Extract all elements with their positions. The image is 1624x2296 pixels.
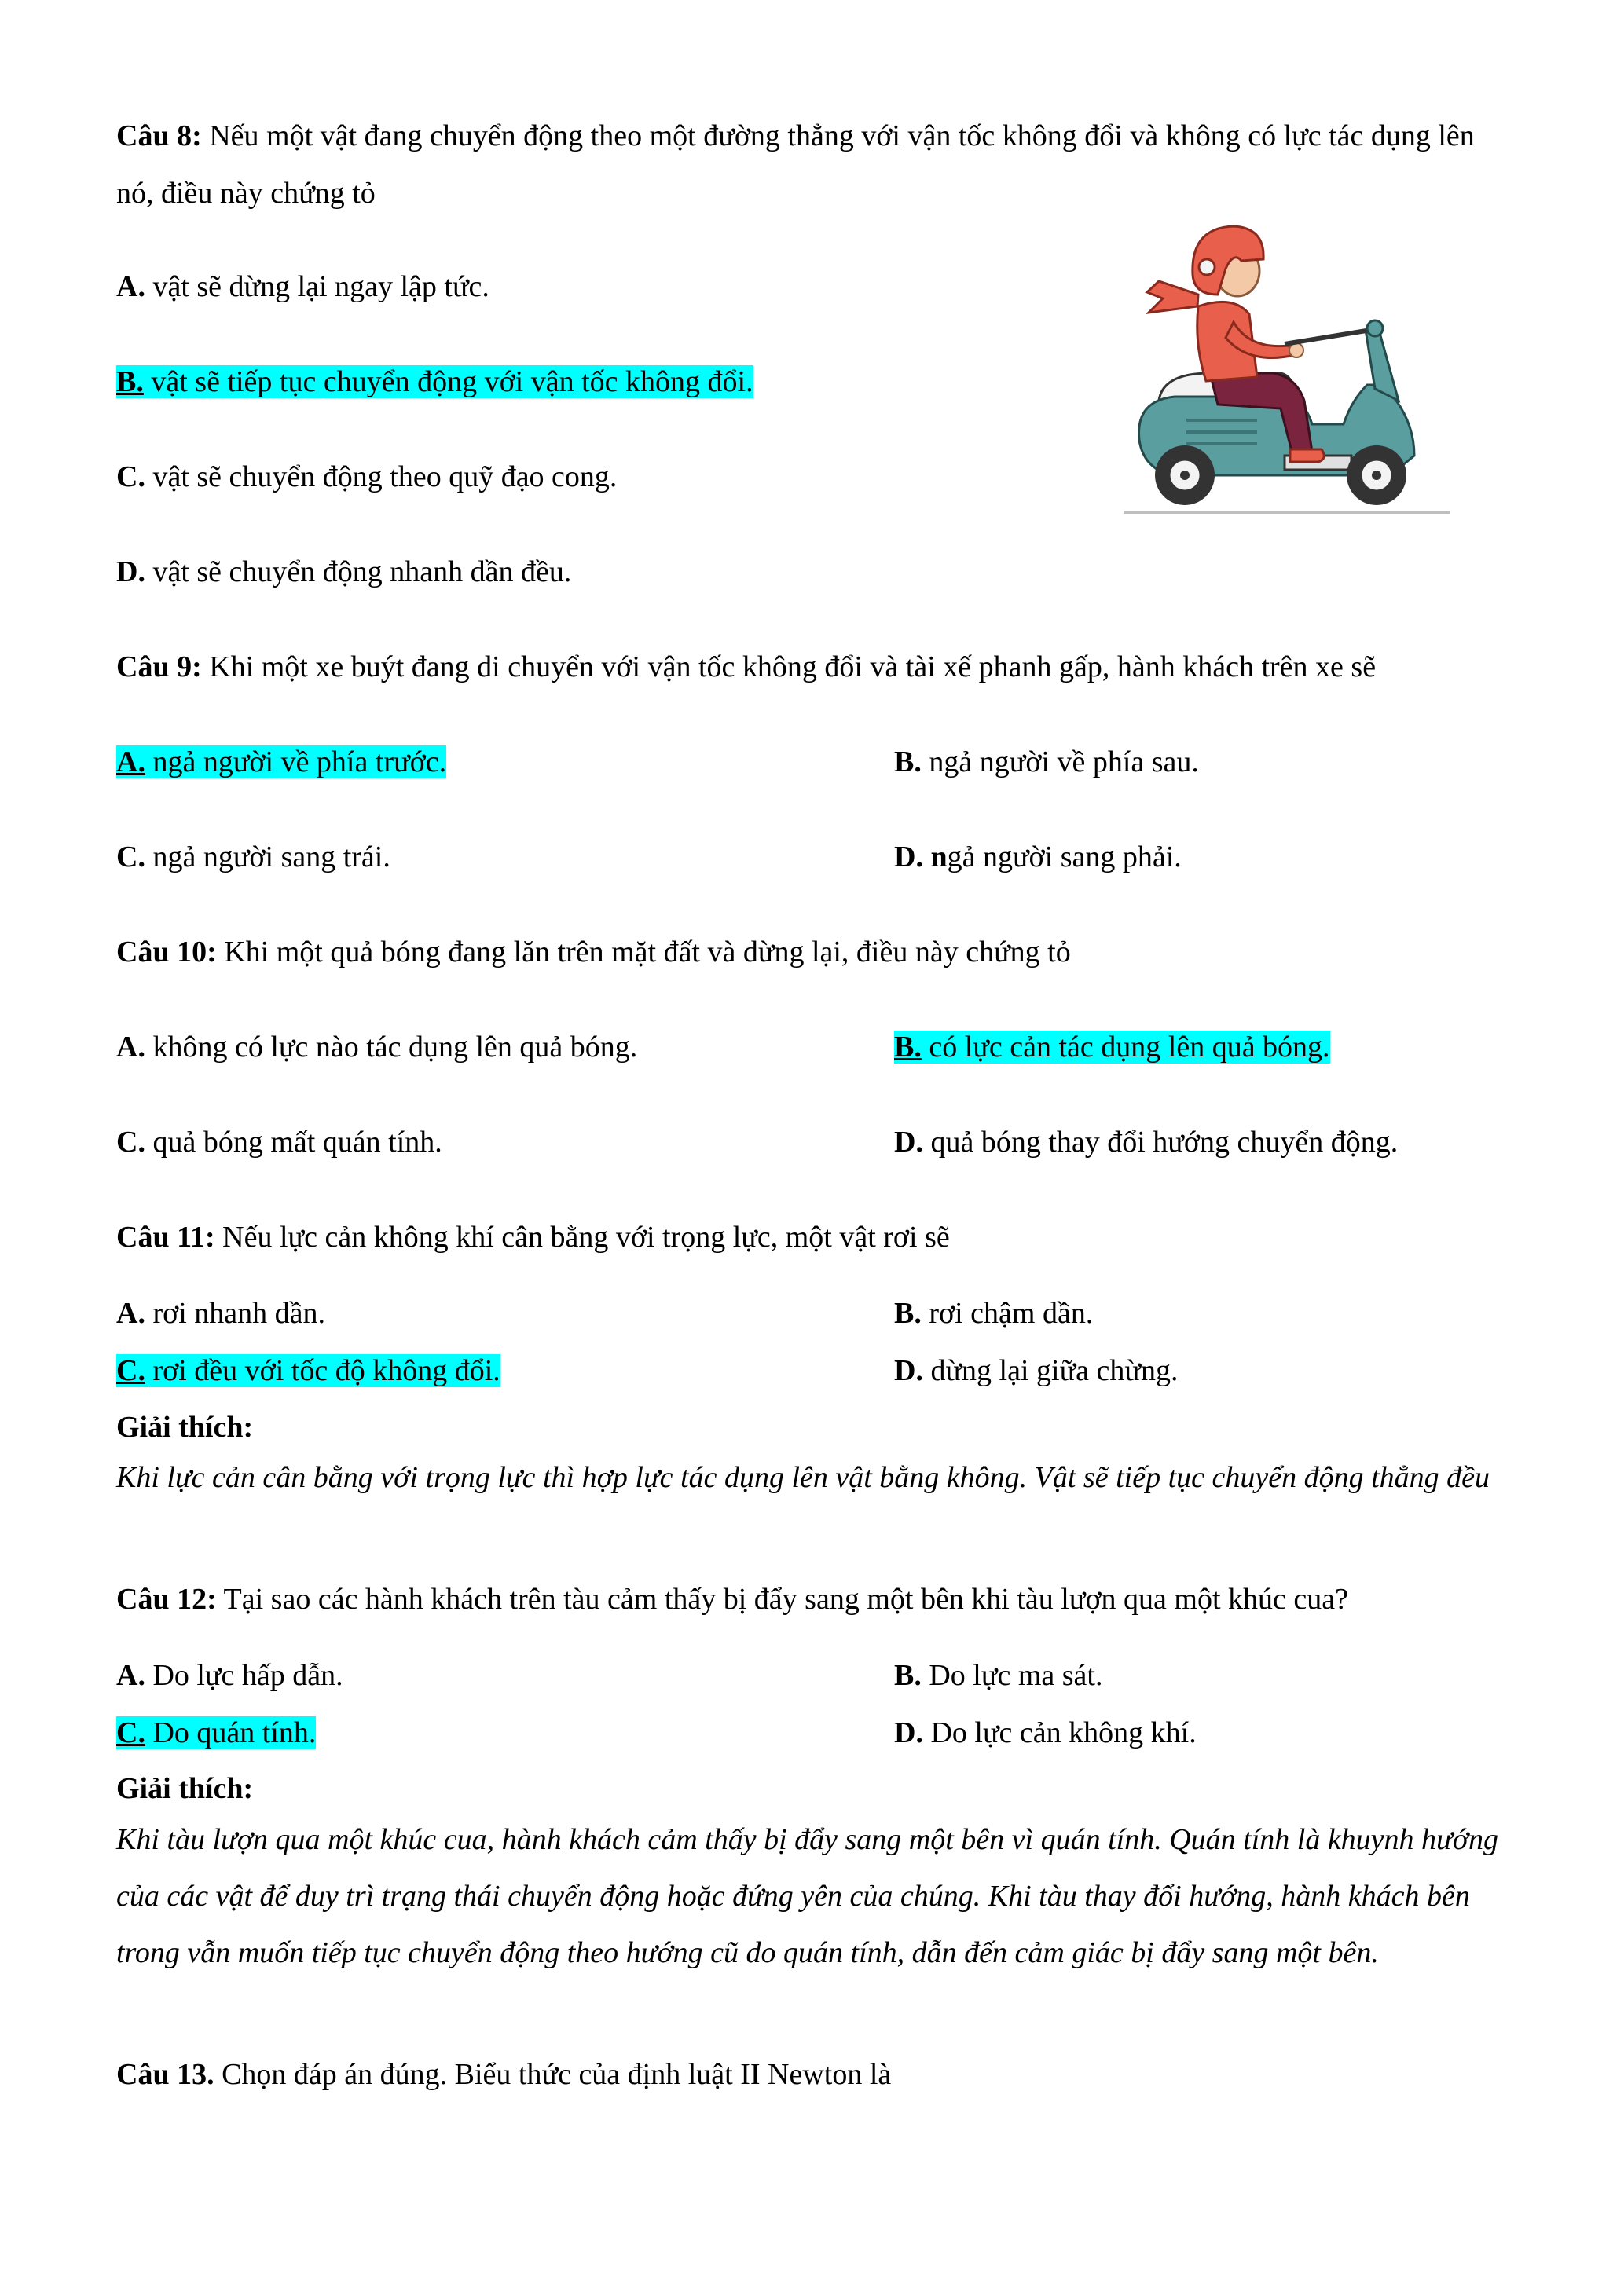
option-text: không có lực nào tác dụng lên quả bóng. xyxy=(145,1031,638,1064)
option-text: ngả người về phía trước. xyxy=(145,745,447,778)
question-8 xyxy=(116,108,1515,222)
q10-option-d xyxy=(894,1124,1398,1160)
option-text: vật sẽ dừng lại ngay lập tức. xyxy=(145,270,489,303)
correct-answer-highlight xyxy=(116,365,753,398)
correct-answer-highlight xyxy=(116,745,446,778)
correct-answer-highlight xyxy=(116,1354,500,1387)
question-13 xyxy=(116,2056,891,2093)
q11-explanation: Khi lực cản cân bằng với trọng lực thì hợp lực tác dụng lên vật bằng không. Vật sẽ tiếp tục chuyển động thẳng đều xyxy=(116,1461,1490,1494)
q8-option-b xyxy=(116,364,753,400)
option-letter: A. xyxy=(116,1659,145,1692)
option-letter: C. xyxy=(116,840,145,873)
question-12 xyxy=(116,1581,1348,1617)
question-number: Câu 9: xyxy=(116,650,202,683)
question-number: Câu 10: xyxy=(116,936,217,969)
option-text: có lực cản tác dụng lên quả bóng. xyxy=(921,1031,1330,1064)
option-text: rơi chậm dần. xyxy=(921,1297,1094,1330)
q11-explanation-label xyxy=(116,1409,253,1445)
option-letter: D. xyxy=(894,1126,923,1159)
q10-option-b xyxy=(894,1029,1330,1065)
question-number: Câu 8: xyxy=(116,119,202,152)
question-number: Câu 12: xyxy=(116,1583,217,1616)
question-number: Câu 11: xyxy=(116,1221,215,1254)
option-text: quả bóng thay đổi hướng chuyển động. xyxy=(922,1126,1399,1159)
q12-explanation-label xyxy=(116,1771,253,1807)
option-letter: D. xyxy=(894,1716,923,1749)
question-text: Khi một xe buýt đang di chuyển với vận tốc không đổi và tài xế phanh gấp, hành khách trên xe sẽ xyxy=(201,650,1377,683)
question-number: Câu 13. xyxy=(116,2058,214,2091)
q12-option-d xyxy=(894,1715,1197,1751)
question-9 xyxy=(116,649,1376,685)
q11-option-b xyxy=(894,1295,1093,1331)
option-text: ngả người sang trái. xyxy=(145,840,390,873)
option-text: rơi đều với tốc độ không đổi. xyxy=(145,1354,500,1387)
q9-option-c xyxy=(116,839,390,875)
q12-explanation: Khi tàu lượn qua một khúc cua, hành khách cảm thấy bị đẩy sang một bên vì quán tính. Quán tính là khuynh hướng của các vật để duy trì trạng thái chuyển động hoặc đứng yên của chúng. Khi tàu thay đổi hướng, hành khách bên trong vẫn muốn tiếp tục chuyển động theo hướng cũ do quán tính, dẫn đến cảm giác bị đẩy sang một bên. xyxy=(116,1823,1499,1969)
q9-option-d xyxy=(894,839,1182,875)
option-text: gả người sang phải. xyxy=(947,840,1182,873)
q8-option-a xyxy=(116,269,489,305)
q10-option-a xyxy=(116,1029,637,1065)
q12-option-c xyxy=(116,1715,316,1751)
option-letter: A. xyxy=(116,270,145,303)
option-letter: A. xyxy=(116,1031,145,1064)
q12-option-b xyxy=(894,1657,1102,1694)
explanation-label: Giải thích: xyxy=(116,1411,254,1444)
q9-option-b xyxy=(894,744,1199,780)
question-text: Khi một quả bóng đang lăn trên mặt đất và dừng lại, điều này chứng tỏ xyxy=(216,936,1071,969)
option-text: vật sẽ tiếp tục chuyển động với vận tốc không đổi. xyxy=(143,365,753,398)
option-letter: C. xyxy=(116,1354,145,1387)
explanation-label: Giải thích: xyxy=(116,1772,254,1805)
q8-option-d xyxy=(116,554,571,590)
option-letter: D. n xyxy=(894,840,948,873)
option-text: vật sẽ chuyển động theo quỹ đạo cong. xyxy=(145,460,618,493)
correct-answer-highlight xyxy=(116,1716,316,1749)
option-letter: C. xyxy=(116,1126,145,1159)
option-text: vật sẽ chuyển động nhanh dần đều. xyxy=(145,555,572,588)
q12-option-a xyxy=(116,1657,343,1694)
q8-option-c xyxy=(116,459,617,495)
option-letter: C. xyxy=(116,460,145,493)
option-letter: B. xyxy=(894,1297,922,1330)
option-letter: B. xyxy=(894,1659,922,1692)
option-text: Do lực cản không khí. xyxy=(922,1716,1197,1749)
option-text: dừng lại giữa chừng. xyxy=(922,1354,1179,1387)
option-text: rơi nhanh dần. xyxy=(145,1297,325,1330)
question-11 xyxy=(116,1219,950,1255)
q11-option-a xyxy=(116,1295,325,1331)
option-text: Do quán tính. xyxy=(145,1716,317,1749)
option-letter: C. xyxy=(116,1716,145,1749)
option-letter: D. xyxy=(894,1354,923,1387)
q11-option-d xyxy=(894,1353,1179,1389)
correct-answer-highlight xyxy=(894,1031,1330,1064)
option-letter: B. xyxy=(894,1031,922,1064)
question-text: Chọn đáp án đúng. Biểu thức của định luật II Newton là xyxy=(214,2058,892,2091)
option-letter: A. xyxy=(116,1297,145,1330)
option-text: ngả người về phía sau. xyxy=(921,745,1199,778)
question-text: Nếu một vật đang chuyển động theo một đường thẳng với vận tốc không đổi và không có lực tác dụng lên nó, điều này chứng tỏ xyxy=(116,119,1475,210)
q9-option-a xyxy=(116,744,446,780)
question-text: Nếu lực cản không khí cân bằng với trọng lực, một vật rơi sẽ xyxy=(214,1221,950,1254)
question-text: Tại sao các hành khách trên tàu cảm thấy bị đẩy sang một bên khi tàu lượn qua một khúc cua? xyxy=(216,1583,1348,1616)
option-letter: D. xyxy=(116,555,145,588)
option-letter: B. xyxy=(894,745,922,778)
q11-option-c xyxy=(116,1353,500,1389)
option-letter: B. xyxy=(116,365,144,398)
option-letter: A. xyxy=(116,745,145,778)
q10-option-c xyxy=(116,1124,442,1160)
option-text: Do lực ma sát. xyxy=(921,1659,1103,1692)
option-text: quả bóng mất quán tính. xyxy=(145,1126,442,1159)
scooter-rider-illustration xyxy=(1116,220,1461,522)
option-text: Do lực hấp dẫn. xyxy=(145,1659,343,1692)
question-10 xyxy=(116,934,1071,970)
